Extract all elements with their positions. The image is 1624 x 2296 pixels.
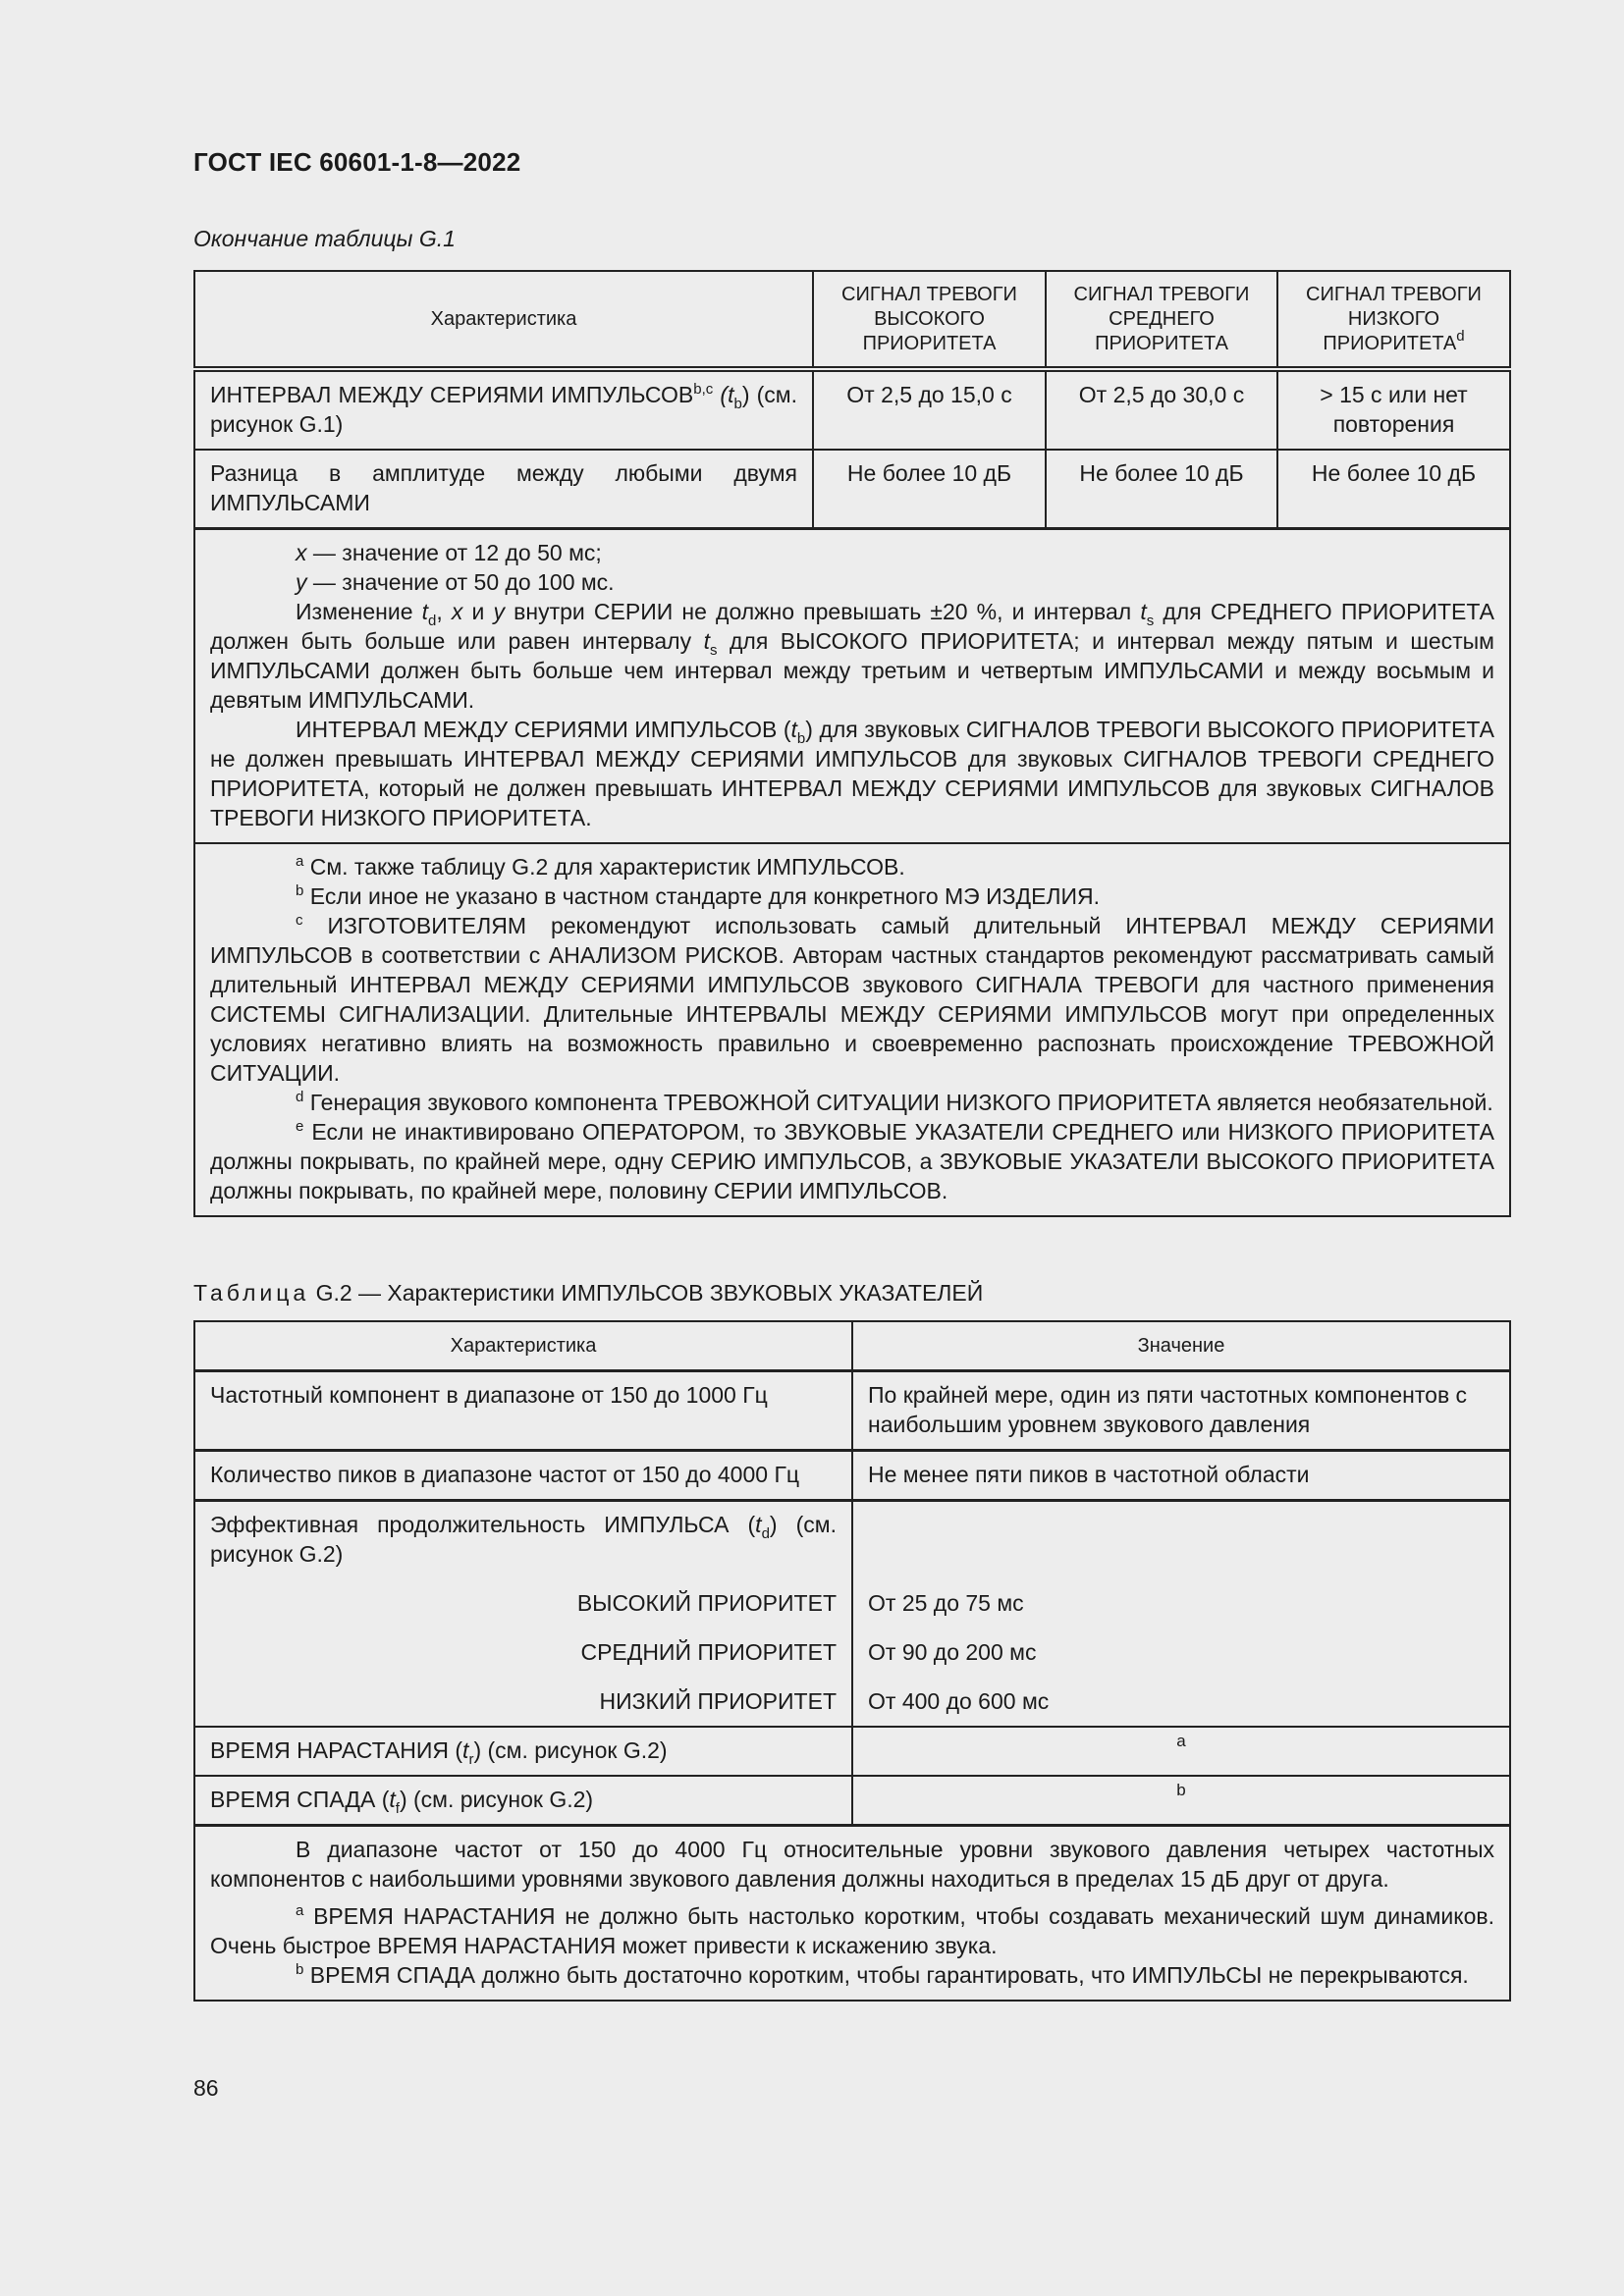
text: Изменение <box>296 599 422 624</box>
sub: s <box>1146 613 1155 629</box>
row-peaks-label: Количество пиков в диапазоне частот от 150 до 4000 Гц <box>194 1451 852 1501</box>
sub: s <box>709 642 718 659</box>
priority-high-label: ВЫСОКИЙ ПРИОРИТЕТ <box>194 1578 852 1628</box>
cell-high: От 2,5 до 15,0 с <box>813 369 1046 450</box>
symbol-open: (t <box>720 382 734 407</box>
var: y <box>493 599 506 624</box>
row-duration-label <box>194 1501 852 1579</box>
note-text: — значение от 50 до 100 мс. <box>306 569 615 595</box>
footnote-a <box>210 852 1494 881</box>
text: для СРЕДНЕГО ПРИОРИТЕТА должен быть больше или равен интервалу <box>210 599 1495 654</box>
text: ) для звуковых СИГНАЛОВ ТРЕВОГИ ВЫСОКОГО ПРИОРИТЕТА не должен превышать ИНТЕРВАЛ МЕЖДУ СЕРИЯМИ ИМПУЛЬСОВ для звуковых СИГНАЛОВ ТРЕВОГИ СРЕДНЕГО ПРИОРИТЕТА, который не должен превышать ИНТЕРВАЛ МЕЖДУ СЕРИЯМИ ИМПУЛЬСОВ для звуковых СИГНАЛОВ ТРЕВОГИ НИЗКОГО ПРИОРИТЕТА. <box>210 717 1494 830</box>
text: ) (см. рисунок G.2) <box>210 1512 837 1567</box>
footnote-d <box>210 1088 1494 1117</box>
sub: r <box>468 1751 474 1768</box>
text: ИНТЕРВАЛ МЕЖДУ СЕРИЯМИ ИМПУЛЬСОВ ( <box>296 717 791 742</box>
text: внутри СЕРИИ не должно превышать ±20 %, и интервал <box>505 599 1141 624</box>
footnote-mark: e <box>296 1118 304 1135</box>
table-row <box>194 369 1510 450</box>
priority-high-value: От 25 до 75 мс <box>852 1578 1510 1628</box>
sub: d <box>761 1525 770 1542</box>
row-duration-value <box>852 1501 1510 1579</box>
footnote-text: Если иное не указано в частном стандарте для конкретного МЭ ИЗДЕЛИЯ. <box>303 883 1101 909</box>
row-amplitude-label: Разница в амплитуде между любыми двумя ИМПУЛЬСАМИ <box>194 450 813 529</box>
text: ) (см. рисунок G.2) <box>399 1787 594 1812</box>
table-row <box>194 1677 1510 1727</box>
table-g2-caption <box>193 1280 983 1307</box>
sub: d <box>428 613 437 629</box>
var: t <box>389 1787 396 1812</box>
footnote-b <box>210 1960 1494 1990</box>
header-low-priority <box>1277 271 1510 369</box>
footnote-mark: a <box>296 853 304 870</box>
var: x <box>451 599 463 624</box>
note-variation <box>210 597 1494 715</box>
footnote-mark: b <box>296 1961 304 1978</box>
footnote-mark: b <box>296 882 304 899</box>
priority-medium-value: От 90 до 200 мс <box>852 1628 1510 1677</box>
label-text: ИНТЕРВАЛ МЕЖДУ СЕРИЯМИ ИМПУЛЬСОВ <box>210 382 694 407</box>
footnote-mark: a <box>296 1902 304 1919</box>
header-medium-priority: СИГНАЛ ТРЕВОГИ СРЕДНЕГО ПРИОРИТЕТА <box>1046 271 1277 369</box>
footnote-mark: c <box>296 912 303 929</box>
var: t <box>421 599 429 624</box>
priority-low-value: От 400 до 600 мс <box>852 1677 1510 1727</box>
note-frequency-levels: В диапазоне частот от 150 до 4000 Гц относительные уровни звукового давления четырех частотных компонентов с наибольшими уровнями звукового давления должны находиться в пределах 15 дБ друг от друга. <box>210 1837 1494 1892</box>
var: t <box>462 1737 469 1763</box>
table-g2 <box>193 1320 1511 2002</box>
table-notes-row <box>194 1826 1510 2002</box>
footnote-text: Генерация звукового компонента ТРЕВОЖНОЙ СИТУАЦИИ НИЗКОГО ПРИОРИТЕТА является необязательной. <box>303 1090 1493 1115</box>
header-high-priority: СИГНАЛ ТРЕВОГИ ВЫСОКОГО ПРИОРИТЕТА <box>813 271 1046 369</box>
footnote-e <box>210 1117 1494 1205</box>
cell-low: Не более 10 дБ <box>1277 450 1510 529</box>
row-frequency-label: Частотный компонент в диапазоне от 150 до 1000 Гц <box>194 1371 852 1451</box>
table-row <box>194 1451 1510 1501</box>
table-g2-notes <box>194 1826 1510 2002</box>
footnote-text: ИЗГОТОВИТЕЛЯМ рекомендуют использовать самый длительный ИНТЕРВАЛ МЕЖДУ СЕРИЯМИ ИМПУЛЬСОВ в соответствии с АНАЛИЗОМ РИСКОВ. Авторам частных стандартов рекомендуют рассматривать самый длительный ИНТЕРВАЛ МЕЖДУ СЕРИЯМИ ИМПУЛЬСОВ звукового СИГНАЛА ТРЕВОГИ для частного применения СИСТЕМЫ СИГНАЛИЗАЦИИ. Длительные ИНТЕРВАЛЫ МЕЖДУ СЕРИЯМИ ИМПУЛЬСОВ могут при определенных условиях негативно влиять на возможность правильно и своевременно распознать происхождение ТРЕВОЖНОЙ СИТУАЦИИ. <box>210 913 1494 1086</box>
row-burst-interval-label <box>194 369 813 450</box>
footnote-text: См. также таблицу G.2 для характеристик ИМПУЛЬСОВ. <box>303 854 905 880</box>
cell-high: Не более 10 дБ <box>813 450 1046 529</box>
table-row <box>194 1371 1510 1451</box>
table-row <box>194 1628 1510 1677</box>
table-row <box>194 450 1510 529</box>
text: ) (см. рисунок G.2) <box>473 1737 668 1763</box>
cell-low: > 15 с или нет повторения <box>1277 369 1510 450</box>
text: ВРЕМЯ СПАДА ( <box>210 1787 390 1812</box>
table-g1-notes <box>194 529 1510 844</box>
sub: b <box>796 730 806 747</box>
var-x: x <box>296 540 307 565</box>
table-row <box>194 1578 1510 1628</box>
label-rest: ) (см. рисунок G.1) <box>210 382 798 437</box>
header-low-priority-text: СИГНАЛ ТРЕВОГИ НИЗКОГО ПРИОРИТЕТА <box>1306 283 1482 354</box>
note-x <box>210 538 1494 567</box>
text: и <box>462 599 494 624</box>
footnote-c <box>210 911 1494 1088</box>
row-rise-time-label <box>194 1727 852 1776</box>
table-g2-header-row <box>194 1321 1510 1371</box>
row-frequency-value: По крайней мере, один из пяти частотных компонентов с наибольшим уровнем звукового давления <box>852 1371 1510 1451</box>
text: ВРЕМЯ НАРАСТАНИЯ ( <box>210 1737 463 1763</box>
header-characteristic: Характеристика <box>194 271 813 369</box>
var: t <box>703 628 710 654</box>
table-g1 <box>193 270 1511 1217</box>
text: , <box>436 599 452 624</box>
header-characteristic: Характеристика <box>194 1321 852 1371</box>
footnote-text: ВРЕМЯ СПАДА должно быть достаточно коротким, чтобы гарантировать, что ИМПУЛЬСЫ не перекрываются. <box>303 1962 1469 1988</box>
table-row <box>194 1776 1510 1826</box>
text: для ВЫСОКОГО ПРИОРИТЕТА; и интервал между пятым и шестым ИМПУЛЬСАМИ должен быть больше чем интервал между третьим и четвертым ИМПУЛЬСАМИ и между восьмым и девятым ИМПУЛЬСАМИ. <box>210 628 1494 713</box>
standard-title: ГОСТ IEC 60601-1-8—2022 <box>193 147 521 177</box>
table-g1-footnotes <box>194 843 1510 1216</box>
table-g1-header-row <box>194 271 1510 369</box>
priority-low-label: НИЗКИЙ ПРИОРИТЕТ <box>194 1677 852 1727</box>
sub: f <box>395 1800 400 1817</box>
footnote-text: Если не инактивировано ОПЕРАТОРОМ, то ЗВУКОВЫЕ УКАЗАТЕЛИ СРЕДНЕГО или НИЗКОГО ПРИОРИТЕТА должны покрывать, по крайней мере, одну СЕРИЮ ИМПУЛЬСОВ, а ЗВУКОВЫЕ УКАЗАТЕЛИ ВЫСОКОГО ПРИОРИТЕТА должны покрывать, по крайней мере, половину СЕРИИ ИМПУЛЬСОВ. <box>210 1119 1494 1203</box>
row-rise-time-footnote-ref: a <box>852 1727 1510 1776</box>
row-peaks-value: Не менее пяти пиков в частотной области <box>852 1451 1510 1501</box>
var: t <box>755 1512 762 1537</box>
cell-medium: От 2,5 до 30,0 с <box>1046 369 1277 450</box>
note-text: — значение от 12 до 50 мс; <box>306 540 602 565</box>
table-word: Таблица <box>193 1280 310 1306</box>
footnote-b <box>210 881 1494 911</box>
text: Эффективная продолжительность ИМПУЛЬСА ( <box>210 1512 756 1537</box>
footnote-ref-d: d <box>1456 327 1465 345</box>
caption-text: G.2 — Характеристики ИМПУЛЬСОВ ЗВУКОВЫХ УКАЗАТЕЛЕЙ <box>309 1280 984 1306</box>
table-g1-continuation-caption: Окончание таблицы G.1 <box>193 226 456 251</box>
table-footnotes-row <box>194 843 1510 1216</box>
header-value: Значение <box>852 1321 1510 1371</box>
symbol-subscript: b <box>733 396 742 412</box>
footnote-ref-bc: b,c <box>693 381 714 398</box>
footnote-mark: d <box>296 1089 304 1105</box>
page-number: 86 <box>193 2075 219 2101</box>
note-y <box>210 567 1494 597</box>
var: t <box>1140 599 1147 624</box>
var-y: y <box>296 569 307 595</box>
row-fall-time-label <box>194 1776 852 1826</box>
table-row <box>194 1501 1510 1579</box>
footnote-a <box>210 1901 1494 1960</box>
footnote-text: ВРЕМЯ НАРАСТАНИЯ не должно быть настолько коротким, чтобы создавать механический шум динамиков. Очень быстрое ВРЕМЯ НАРАСТАНИЯ может привести к искажению звука. <box>210 1903 1494 1958</box>
table-row <box>194 1727 1510 1776</box>
table-notes-row <box>194 529 1510 844</box>
cell-medium: Не более 10 дБ <box>1046 450 1277 529</box>
var: t <box>790 717 797 742</box>
row-fall-time-footnote-ref: b <box>852 1776 1510 1826</box>
note-interval-order <box>210 715 1494 832</box>
priority-medium-label: СРЕДНИЙ ПРИОРИТЕТ <box>194 1628 852 1677</box>
